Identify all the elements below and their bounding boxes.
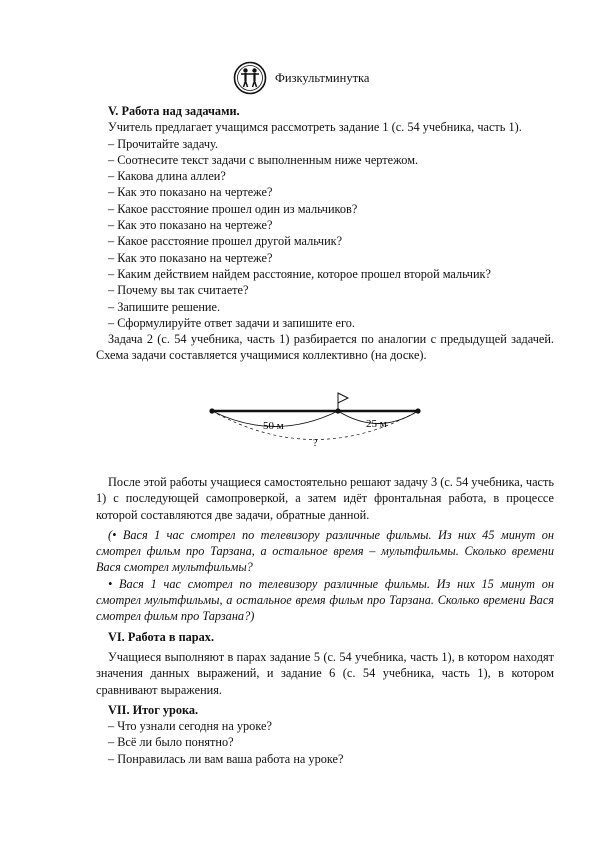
question-item: – Соотнесите текст задачи с выполненным ниже чертежом.	[108, 152, 419, 167]
question-item: – Что узнали сегодня на уроке?	[108, 719, 272, 734]
question-item: – Запишите решение.	[108, 299, 221, 314]
right-length-label: 25 м	[366, 418, 387, 430]
task-2-paragraph: Задача 2 (с. 54 учебника, часть 1) разбирается по аналогии с предыдущей задачей. Схема задачи составляется учащимися коллективно (на доске).	[96, 332, 554, 363]
question-item: – Каким действием найдем расстояние, которое прошел второй мальчик?	[108, 266, 491, 281]
banner-label: Физкультминутка	[275, 70, 370, 85]
lower-content	[96, 474, 554, 767]
section-6-text: Учащиеся выполняют в парах задание 5 (с. 54 учебника, часть 1), в котором находят значения данных выражений, и задание 6 (с. 54 учебника, часть 1), в котором сравнивают выражения.	[96, 649, 554, 697]
question-item: – Какова длина аллеи?	[108, 169, 226, 184]
physical-break-banner	[233, 60, 369, 96]
question-item: – Какое расстояние прошел другой мальчик?	[108, 234, 343, 249]
section-5-intro: Учитель предлагает учащимся рассмотреть задание 1 (с. 54 учебника, часть 1).	[108, 120, 522, 135]
flag-icon	[338, 393, 348, 403]
two-people-exercise-icon	[233, 61, 267, 95]
question-item: – Как это показано на чертеже?	[108, 185, 273, 200]
question-item: – Почему вы так считаете?	[108, 283, 249, 298]
after-diagram-paragraph: После этой работы учащиеся самостоятельно решают задачу 3 (с. 54 учебника, часть 1) с последующей самопроверкой, а затем идёт фронтальная работа, в процессе которой составляются две задачи, обратные данной.	[96, 475, 554, 522]
question-item: – Всё ли было понятно?	[108, 735, 234, 750]
question-item: – Как это показано на чертеже?	[108, 218, 273, 233]
inverse-task-1: (• Вася 1 час смотрел по телевизору различные фильмы. Из них 45 минут он смотрел фильм про Тарзана, а остальное время – мультфильмы. Сколько времени Вася смотрел мультфильмы?	[96, 527, 554, 575]
section-7-heading: VII. Итог урока.	[108, 702, 199, 717]
question-item: – Прочитайте задачу.	[108, 136, 219, 151]
question-item: – Как это показано на чертеже?	[108, 250, 273, 265]
question-item: – Какое расстояние прошел один из мальчиков?	[108, 201, 358, 216]
question-item: – Понравилась ли вам ваша работа на уроке?	[108, 751, 344, 766]
left-length-label: 50 м	[263, 420, 284, 432]
total-arc	[212, 411, 418, 440]
question-item: – Сформулируйте ответ задачи и запишите его.	[108, 315, 355, 330]
section-5	[96, 103, 554, 364]
section-5-heading: V. Работа над задачами.	[108, 104, 240, 118]
total-length-label: ?	[313, 438, 318, 449]
segment-diagram	[200, 390, 430, 455]
inverse-task-2: • Вася 1 час смотрел по телевизору различные фильмы. Из них 15 минут он смотрел мультфильмы, а остальное время фильм про Тарзана. Сколько времени Вася смотрел фильм про Тарзана?)	[96, 576, 554, 624]
section-6-heading: VI. Работа в парах.	[108, 629, 215, 644]
